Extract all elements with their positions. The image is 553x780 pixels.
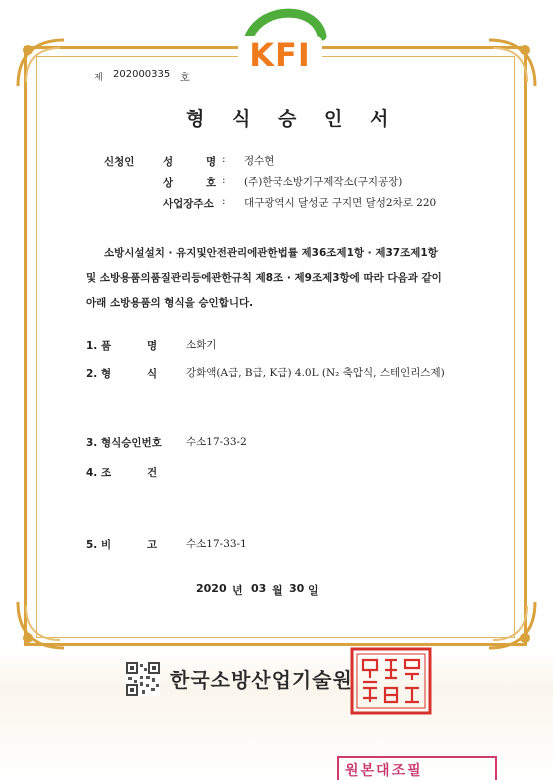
- date-year: 2020: [196, 582, 227, 595]
- applicant-name-value: 정수현: [244, 155, 275, 167]
- company-label-part1: 상: [163, 177, 174, 189]
- verification-stamp-text: 원본대조필: [345, 763, 423, 779]
- date-day-unit: 일: [308, 584, 319, 597]
- date-day: 30: [289, 582, 305, 595]
- document-title-char: 형: [186, 108, 205, 130]
- condition-label-part1: 4. 조: [86, 467, 112, 479]
- document-title-char: 승: [278, 108, 297, 130]
- type-label-part1: 2. 형: [86, 368, 112, 380]
- type-value: 강화액(A급, B급, K급) 4.0L (N₂ 축압식, 스테인리스제): [186, 367, 445, 379]
- date-month: 03: [251, 582, 267, 595]
- remarks-value: 수소17-33-1: [186, 538, 247, 550]
- legal-text-line: 및 소방용품의품질관리등에관한규칙 제8조 · 제9조제3항에 따라 다음과 같이: [86, 272, 442, 284]
- company-value: (주)한국소방기구제작소(구지공장): [244, 176, 403, 188]
- name-label-part1: 성: [163, 156, 174, 168]
- applicant-section-label: 신청인: [104, 156, 135, 168]
- kfi-logo: [232, 6, 328, 80]
- corner-ornament-bottom-right-icon: [483, 596, 539, 652]
- company-label-part2: 호: [206, 177, 217, 189]
- corner-ornament-top-right-icon: [483, 36, 539, 92]
- remarks-label-part1: 5. 비: [86, 539, 112, 551]
- serial-number: 202000335: [113, 69, 171, 80]
- label-colon: :: [222, 153, 226, 165]
- document-title-char: 서: [370, 108, 389, 130]
- qr-code-icon: [126, 662, 160, 696]
- serial-suffix: 호: [180, 73, 190, 84]
- legal-text-line: 소방시설설치 · 유지및안전관리에관한법률 제36조제1항 · 제37조제1항: [104, 247, 438, 259]
- document-title-char: 인: [324, 108, 343, 130]
- corner-ornament-top-left-icon: [14, 36, 70, 92]
- corner-ornament-bottom-left-icon: [14, 596, 70, 652]
- address-value: 대구광역시 달성군 구지면 달성2차로 220: [244, 197, 437, 209]
- serial-prefix: 제: [94, 73, 103, 83]
- date-year-unit: 년: [232, 584, 243, 597]
- label-colon: :: [222, 195, 226, 207]
- document-title-char: 식: [232, 108, 251, 130]
- product-label-part1: 1. 품: [86, 340, 112, 352]
- approval-number-value: 수소17-33-2: [186, 436, 247, 448]
- condition-label-part2: 건: [147, 467, 158, 479]
- label-colon: :: [222, 174, 226, 186]
- issuer-organization: 한국소방산업기술원: [170, 668, 353, 692]
- approval-number-label: 3. 형식승인번호: [86, 437, 162, 449]
- date-month-unit: 월: [272, 584, 283, 597]
- legal-text-line: 아래 소방용품의 형식을 승인합니다.: [86, 297, 254, 309]
- remarks-label-part2: 고: [147, 539, 158, 551]
- type-label-part2: 식: [147, 368, 158, 380]
- kfi-logo-text: KFI: [249, 36, 311, 74]
- product-name-value: 소화기: [186, 339, 217, 351]
- product-label-part2: 명: [147, 340, 158, 352]
- official-seal-icon: [349, 646, 433, 716]
- address-label: 사업장주소: [163, 198, 214, 210]
- name-label-part2: 명: [206, 156, 217, 168]
